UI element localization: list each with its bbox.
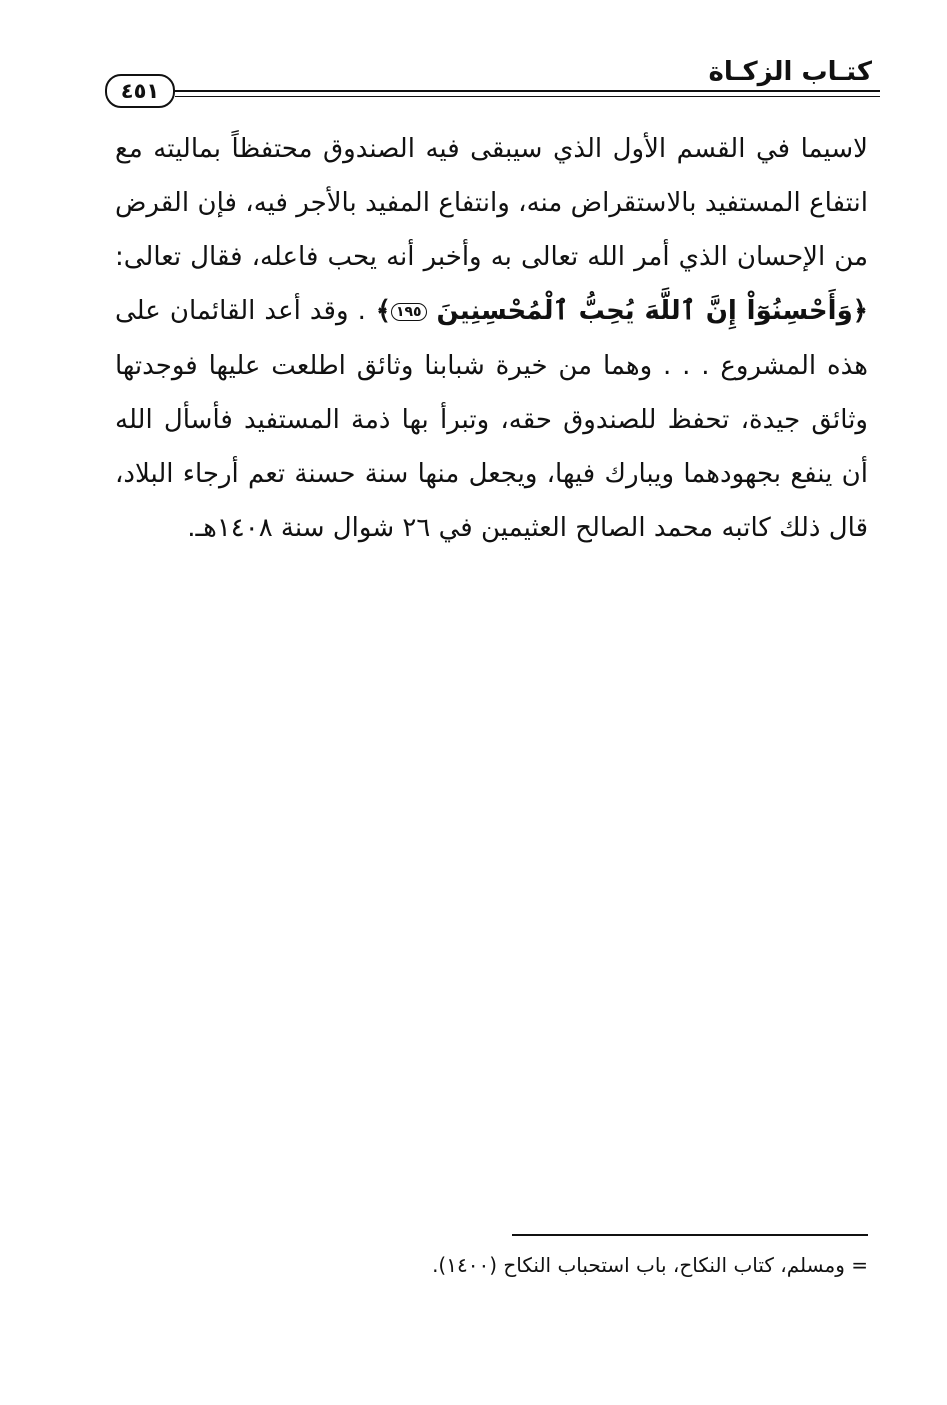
quran-verse: وَأَحْسِنُوٓاْ إِنَّ ٱللَّهَ يُحِبُّ ٱلْمُحْسِنِينَ [436,296,853,326]
main-text [115,122,868,555]
page-header [105,52,880,102]
body-paragraph [115,122,868,555]
text-before-quote: لاسيما في القسم الأول الذي سيبقى فيه الصندوق محتفظاً بماليته مع انتفاع المستفيد بالاستقراض منه، وانتفاع المفيد بالأجر فيه، فإن القرض من الإحسان الذي أمر الله تعالى به وأخبر أنه يحب فاعله، فقال تعالى: [115,134,868,272]
quote-open-bracket: ﴿ [852,296,868,326]
page-number: ٤٥١ [105,74,175,108]
header-rule-thin [175,96,880,97]
ayah-number: ١٩٥ [391,303,427,321]
header-rule [175,90,880,92]
running-title: كتـاب الزكـاة [708,57,872,87]
footnote: = ومسلم، كتاب النكاح، باب استحباب النكاح (١٤٠٠). [432,1253,868,1277]
footnote-divider [512,1234,868,1236]
quote-close-bracket: ﴾ [375,296,391,326]
quran-quote [366,296,868,326]
text-after-quote: . وقد أعد القائمان على هذه المشروع . . . وهما من خيرة شبابنا وثائق اطلعت عليها فوجدتها وثائق جيدة، تحفظ للصندوق حقه، وتبرأ بها ذمة المستفيد فأسأل الله أن ينفع بجهودهما ويبارك فيها، ويجعل منها سنة حسنة تعم أرجاء البلاد، قال ذلك كاتبه محمد الصالح العثيمين في ٢٦ شوال سنة ١٤٠٨هـ. [115,296,868,543]
